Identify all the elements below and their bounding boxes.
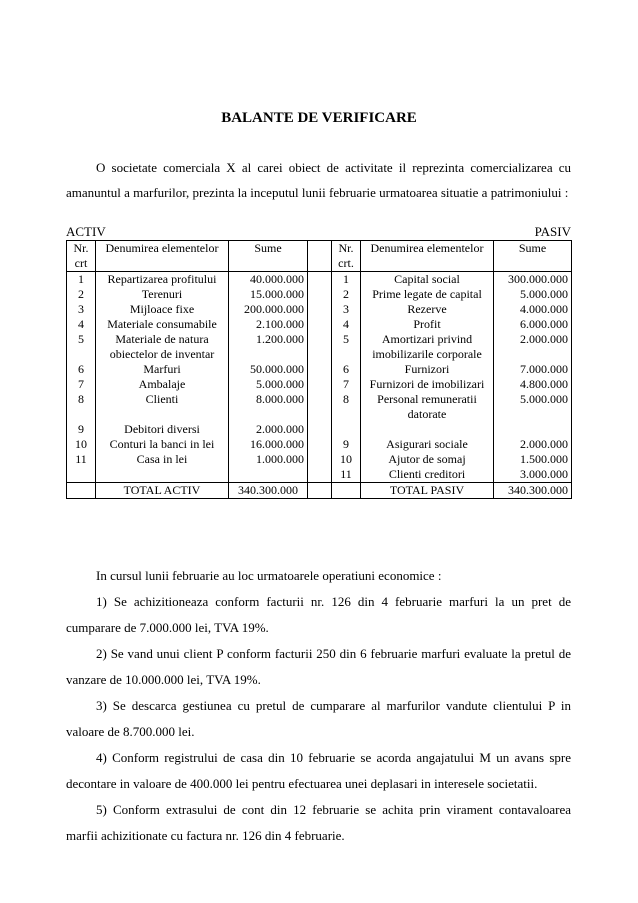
cell-denumire-pasiv: Amortizari privind imobilizarile corporale	[361, 332, 494, 362]
operations-intro: In cursul lunii februarie au loc urmatoarele operatiuni economice :	[96, 568, 442, 583]
cell-suma-activ	[229, 467, 308, 483]
table-spacer	[308, 287, 332, 302]
cell-denumire-activ: Materiale de natura obiectelor de inventar	[96, 332, 229, 362]
cell-nr-activ	[67, 467, 96, 483]
cell-suma-activ: 8.000.000	[229, 392, 308, 422]
cell-denumire-pasiv: Ajutor de somaj	[361, 452, 494, 467]
cell-denumire-pasiv: Capital social	[361, 272, 494, 288]
cell-suma-pasiv	[494, 422, 572, 437]
table-spacer	[308, 467, 332, 483]
cell-denumire-pasiv: Personal remuneratii datorate	[361, 392, 494, 422]
table-row	[67, 392, 572, 422]
table-row	[67, 302, 572, 317]
table-row	[67, 422, 572, 437]
cell-denumire-activ: Materiale consumabile	[96, 317, 229, 332]
cell-suma-activ: 16.000.000	[229, 437, 308, 452]
cell-nr-pasiv: 7	[332, 377, 361, 392]
cell-suma-activ: 1.200.000	[229, 332, 308, 362]
cell-suma-activ: 2.100.000	[229, 317, 308, 332]
header-nr-activ: Nr. crt	[67, 241, 96, 272]
cell-nr-pasiv: 1	[332, 272, 361, 288]
activ-label: ACTIV	[66, 224, 106, 239]
cell-nr-activ: 5	[67, 332, 96, 362]
header-sume-pasiv: Sume	[494, 241, 572, 272]
cell-suma-pasiv: 4.800.000	[494, 377, 572, 392]
cell-denumire-pasiv: Clienti creditori	[361, 467, 494, 483]
total-empty	[332, 483, 361, 499]
cell-suma-pasiv: 300.000.000	[494, 272, 572, 288]
cell-suma-activ: 40.000.000	[229, 272, 308, 288]
total-row	[67, 483, 572, 499]
table-row	[67, 272, 572, 288]
cell-nr-pasiv: 6	[332, 362, 361, 377]
cell-denumire-activ: Conturi la banci in lei	[96, 437, 229, 452]
cell-denumire-pasiv: Furnizori	[361, 362, 494, 377]
cell-suma-activ: 2.000.000	[229, 422, 308, 437]
cell-denumire-activ	[96, 467, 229, 483]
header-denumire-activ: Denumirea elementelor	[96, 241, 229, 272]
table-spacer	[308, 332, 332, 362]
cell-suma-pasiv: 3.000.000	[494, 467, 572, 483]
total-pasiv-label: TOTAL PASIV	[361, 483, 494, 499]
table-row	[67, 452, 572, 467]
cell-denumire-pasiv: Furnizori de imobilizari	[361, 377, 494, 392]
cell-nr-activ: 3	[67, 302, 96, 317]
table-spacer	[308, 362, 332, 377]
header-sume-activ: Sume	[229, 241, 308, 272]
table-spacer	[308, 422, 332, 437]
cell-nr-activ: 11	[67, 452, 96, 467]
total-activ-label: TOTAL ACTIV	[96, 483, 229, 499]
cell-suma-activ: 200.000.000	[229, 302, 308, 317]
intro-paragraph: O societate comerciala X al carei obiect de activitate il reprezinta comercializarea cu amanuntul a marfurilor, prezinta la inceputul lunii februarie urmatoarea situatie a patrimoniului :	[66, 160, 571, 200]
cell-nr-activ: 7	[67, 377, 96, 392]
table-spacer	[308, 392, 332, 422]
cell-suma-pasiv: 1.500.000	[494, 452, 572, 467]
table-spacer	[308, 241, 332, 272]
table-row	[67, 332, 572, 362]
cell-denumire-activ: Ambalaje	[96, 377, 229, 392]
cell-suma-pasiv: 2.000.000	[494, 332, 572, 362]
operation-item: 3) Se descarca gestiunea cu pretul de cumparare al marfurilor vandute clientului P in valoare de 8.700.000 lei.	[66, 698, 571, 739]
table-spacer	[308, 377, 332, 392]
table-row	[67, 287, 572, 302]
operation-item: 4) Conform registrului de casa din 10 februarie se acorda angajatului M un avans spre decontare in valoare de 400.000 lei pentru efectuarea unei deplasari in interesele societatii.	[66, 750, 571, 791]
cell-denumire-activ: Mijloace fixe	[96, 302, 229, 317]
table-spacer	[308, 483, 332, 499]
operation-item: 2) Se vand unui client P conform facturii 250 din 6 februarie marfuri evaluate la pretul de vanzare de 10.000.000 lei, TVA 19%.	[66, 646, 571, 687]
table-spacer	[308, 452, 332, 467]
balance-table	[66, 240, 572, 499]
cell-suma-activ: 1.000.000	[229, 452, 308, 467]
cell-nr-activ: 6	[67, 362, 96, 377]
cell-suma-pasiv: 2.000.000	[494, 437, 572, 452]
cell-nr-pasiv: 2	[332, 287, 361, 302]
table-row	[67, 467, 572, 483]
cell-suma-pasiv: 4.000.000	[494, 302, 572, 317]
cell-suma-pasiv: 7.000.000	[494, 362, 572, 377]
cell-denumire-pasiv: Rezerve	[361, 302, 494, 317]
cell-nr-pasiv: 4	[332, 317, 361, 332]
cell-denumire-activ: Terenuri	[96, 287, 229, 302]
table-header-row	[67, 241, 572, 272]
cell-nr-pasiv: 8	[332, 392, 361, 422]
header-nr-pasiv: Nr. crt.	[332, 241, 361, 272]
cell-nr-pasiv	[332, 422, 361, 437]
total-activ-value: 340.300.000	[229, 483, 308, 499]
table-row	[67, 362, 572, 377]
cell-nr-pasiv: 5	[332, 332, 361, 362]
cell-nr-pasiv: 11	[332, 467, 361, 483]
cell-nr-activ: 9	[67, 422, 96, 437]
table-row	[67, 377, 572, 392]
table-row	[67, 437, 572, 452]
cell-denumire-activ: Repartizarea profitului	[96, 272, 229, 288]
cell-denumire-activ: Casa in lei	[96, 452, 229, 467]
cell-nr-pasiv: 3	[332, 302, 361, 317]
total-pasiv-value: 340.300.000	[494, 483, 572, 499]
cell-denumire-pasiv: Asigurari sociale	[361, 437, 494, 452]
document-title: BALANTE DE VERIFICARE	[221, 110, 417, 126]
cell-suma-pasiv: 5.000.000	[494, 287, 572, 302]
cell-nr-activ: 2	[67, 287, 96, 302]
cell-nr-pasiv: 9	[332, 437, 361, 452]
table-row	[67, 317, 572, 332]
cell-denumire-pasiv: Prime legate de capital	[361, 287, 494, 302]
cell-denumire-activ: Debitori diversi	[96, 422, 229, 437]
cell-suma-activ: 50.000.000	[229, 362, 308, 377]
operation-item: 5) Conform extrasului de cont din 12 februarie se achita prin virament contavaloarea marfii achizitionate cu factura nr. 126 din 4 februarie.	[66, 802, 571, 843]
cell-denumire-pasiv: Profit	[361, 317, 494, 332]
total-empty	[67, 483, 96, 499]
pasiv-label: PASIV	[534, 224, 571, 239]
cell-denumire-activ: Marfuri	[96, 362, 229, 377]
header-denumire-pasiv: Denumirea elementelor	[361, 241, 494, 272]
cell-nr-activ: 8	[67, 392, 96, 422]
cell-nr-activ: 4	[67, 317, 96, 332]
cell-denumire-pasiv	[361, 422, 494, 437]
table-spacer	[308, 437, 332, 452]
table-spacer	[308, 302, 332, 317]
cell-suma-activ: 15.000.000	[229, 287, 308, 302]
cell-suma-activ: 5.000.000	[229, 377, 308, 392]
table-spacer	[308, 272, 332, 288]
cell-suma-pasiv: 5.000.000	[494, 392, 572, 422]
cell-nr-activ: 10	[67, 437, 96, 452]
table-spacer	[308, 317, 332, 332]
operation-item: 1) Se achizitioneaza conform facturii nr. 126 din 4 februarie marfuri la un pret de cumparare de 7.000.000 lei, TVA 19%.	[66, 594, 571, 635]
cell-suma-pasiv: 6.000.000	[494, 317, 572, 332]
cell-nr-activ: 1	[67, 272, 96, 288]
cell-denumire-activ: Clienti	[96, 392, 229, 422]
operations-section	[66, 563, 571, 849]
cell-nr-pasiv: 10	[332, 452, 361, 467]
